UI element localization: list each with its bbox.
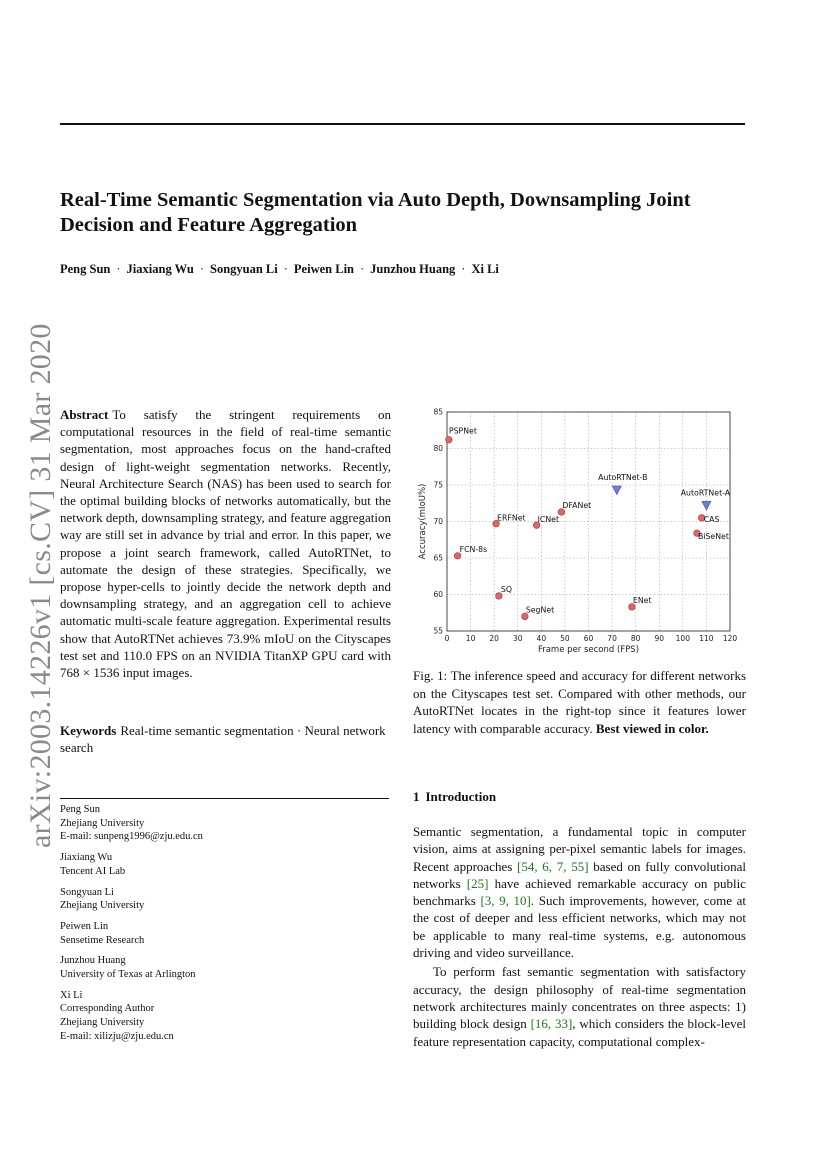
author-name: Junzhou Huang: [370, 262, 456, 276]
keywords-text: Real-time semantic segmentation · Neural network search: [60, 723, 386, 756]
data-point: [446, 436, 453, 443]
affiliation-line: E-mail: sunpeng1996@zju.edu.cn: [60, 831, 203, 843]
affiliation-line: Peiwen Lin: [60, 920, 109, 932]
author-separator: ·: [360, 262, 365, 276]
author-name: Songyuan Li: [210, 262, 278, 276]
affiliation-block: [60, 851, 391, 878]
affiliation-line: Zhejiang University: [60, 1017, 145, 1029]
affiliation-block: [60, 920, 391, 947]
x-tick-label: 30: [512, 634, 523, 643]
author-separator: ·: [116, 262, 121, 276]
affiliation-line: Zhejiang University: [60, 817, 145, 829]
text-run: To perform fast semantic segmentation with satisfactory accuracy, the design philosophy of real-time segmentation network architectures mainly concentrates on three aspects: 1) building block design: [413, 964, 746, 1032]
arxiv-stamp: arXiv:2003.14226v1 [cs.CV] 31 Mar 2020: [24, 323, 57, 848]
point-label: SQ: [500, 584, 512, 594]
x-tick-label: 40: [536, 634, 547, 643]
section-number: 1: [413, 789, 420, 804]
text-run: based on fully convolutional networks: [413, 858, 747, 891]
affiliations: [60, 803, 391, 1051]
abstract-text: To satisfy the stringent requirements on computational resources in the field of real-time semantic segmentation, most approaches focus on the hand-crafted design of light-weight segmentation networks. Recently, Neural Architecture Search (NAS) has been used to search for the optimal building blocks of networks automatically, but the network depth, downsampling strategy, and feature aggregation way are still set in advance by trial and error. In this paper, we propose a joint search framework, called AutoRTNet, to automate the design of these strategies. Specifically, we propose hyper-cells to jointly decide the network depth and downsampling strategy, and an aggregation cell to achieve automatic multi-scale feature aggregation. Experimental results show that AutoRTNet achieves 73.9% mIoU on the Cityscapes test set and 110.0 FPS on an NVIDIA TitanXP GPU card with 768 × 1536 input images.: [60, 407, 391, 681]
figure-1: [413, 404, 748, 656]
text-run: Semantic segmentation, a fundamental topic in computer vision, aims at assigning per-pixel semantic labels for images. Recent approaches: [413, 824, 746, 874]
abstract-label: Abstract: [60, 407, 109, 422]
tick-layer: [433, 408, 737, 644]
affiliation-block: [60, 803, 391, 844]
caption-text: The inference speed and accuracy for different networks on the Cityscapes test set. Compared with other methods, our AutoRTNet locates in the right-top since it features lower latency with comparable accuracy.: [413, 668, 747, 736]
affiliation-line: Xi Li: [60, 989, 83, 1001]
point-label: ERFNet: [497, 513, 526, 523]
affiliation-line: Corresponding Author: [60, 1003, 155, 1015]
y-tick-label: 85: [433, 407, 443, 417]
section-heading: [413, 789, 502, 805]
text-run: have achieved remarkable accuracy on public benchmarks: [413, 875, 746, 909]
x-tick-label: 100: [675, 634, 690, 643]
x-tick-label: 120: [722, 634, 738, 643]
citation-link[interactable]: [16, 33]: [530, 1016, 573, 1032]
x-tick-label: 10: [465, 634, 476, 643]
section-title: Introduction: [425, 789, 497, 804]
affiliation-block: [60, 886, 391, 913]
y-tick-label: 60: [433, 590, 443, 599]
affiliation-block: [60, 989, 391, 1044]
abstract: [60, 406, 391, 681]
point-label: DFANet: [562, 501, 592, 511]
x-tick-label: 50: [560, 634, 570, 643]
affiliation-line: Jiaxiang Wu: [60, 852, 113, 864]
title-line-1: Real-Time Semantic Segmentation via Auto Depth, Downsampling Joint: [60, 189, 691, 211]
point-label: BiSeNet: [697, 532, 729, 542]
affiliation-line: Peng Sun: [60, 804, 100, 815]
y-tick-label: 70: [433, 517, 443, 526]
affiliation-rule: [60, 798, 389, 799]
x-tick-label: 90: [654, 634, 665, 643]
x-tick-label: 70: [607, 634, 617, 643]
author-separator: ·: [461, 262, 466, 276]
text-run: , which considers the block-level feature representation capacity, computational complex-: [413, 1016, 746, 1049]
author-name: Jiaxiang Wu: [126, 262, 194, 276]
y-tick-label: 75: [433, 480, 443, 490]
citation-link[interactable]: [3, 9, 10]: [480, 893, 531, 909]
paper-title: [60, 188, 760, 238]
affiliation-line: E-mail: xilizju@zju.edu.cn: [60, 1030, 174, 1042]
intro-paragraph-2: [413, 963, 746, 1049]
citation-link[interactable]: [25]: [466, 875, 489, 891]
caption-prefix: Fig. 1:: [413, 668, 451, 683]
y-axis-label: Accuracy(mIoU%): [418, 483, 428, 560]
x-axis-label: Frame per second (FPS): [537, 645, 640, 655]
top-rule: [60, 123, 745, 125]
title-line-2: Decision and Feature Aggregation: [60, 214, 358, 236]
introduction-body: [413, 823, 746, 1050]
affiliation-line: Tencent AI Lab: [60, 865, 126, 877]
author-separator: ·: [199, 262, 204, 276]
point-label: ICNet: [537, 515, 560, 525]
author-name: Peng Sun: [60, 262, 111, 276]
x-tick-label: 60: [583, 634, 594, 643]
data-point-triangle: [612, 486, 621, 495]
author-name: Xi Li: [471, 262, 499, 276]
keywords-label: Keywords: [60, 723, 117, 738]
text-run: . Such improvements, however, come at the cost of deeper and less efficient networks, which may not be applicable to many real-time systems, e.g. autonomous driving and video surveillance.: [413, 893, 746, 961]
affiliation-block: [60, 954, 391, 981]
affiliation-line: University of Texas at Arlington: [60, 969, 196, 981]
x-tick-label: 0: [444, 634, 450, 643]
point-label: ENet: [632, 595, 652, 605]
affiliation-line: Zhejiang University: [60, 900, 145, 912]
author-separator: ·: [283, 262, 288, 276]
point-label: PSPNet: [448, 426, 477, 436]
point-label: AutoRTNet-A: [680, 488, 731, 498]
author-name: Peiwen Lin: [293, 262, 354, 276]
fps-accuracy-scatter-chart: [413, 404, 748, 656]
x-tick-label: 20: [489, 634, 499, 643]
affiliation-line: Sensetime Research: [60, 934, 145, 946]
grid-layer: [447, 412, 730, 631]
caption-bold: Best viewed in color.: [595, 720, 709, 736]
affiliation-line: Songyuan Li: [60, 886, 114, 898]
figure-caption: [413, 667, 746, 737]
x-tick-label: 80: [630, 634, 641, 643]
intro-paragraph-1: [413, 823, 746, 961]
y-tick-label: 65: [433, 553, 443, 563]
point-layer: [446, 427, 731, 620]
point-label: CAS: [703, 514, 720, 524]
citation-link[interactable]: [54, 6, 7, 55]: [516, 858, 589, 874]
point-label: AutoRTNet-B: [598, 473, 648, 483]
point-label: SegNet: [525, 605, 555, 615]
x-tick-label: 110: [699, 634, 714, 643]
affiliation-line: Junzhou Huang: [60, 955, 126, 967]
author-list: [60, 262, 760, 277]
y-tick-label: 80: [433, 444, 443, 453]
keywords: [60, 722, 391, 756]
y-tick-label: 55: [433, 626, 443, 636]
point-label: FCN-8s: [459, 544, 488, 554]
data-point-triangle: [702, 501, 711, 510]
